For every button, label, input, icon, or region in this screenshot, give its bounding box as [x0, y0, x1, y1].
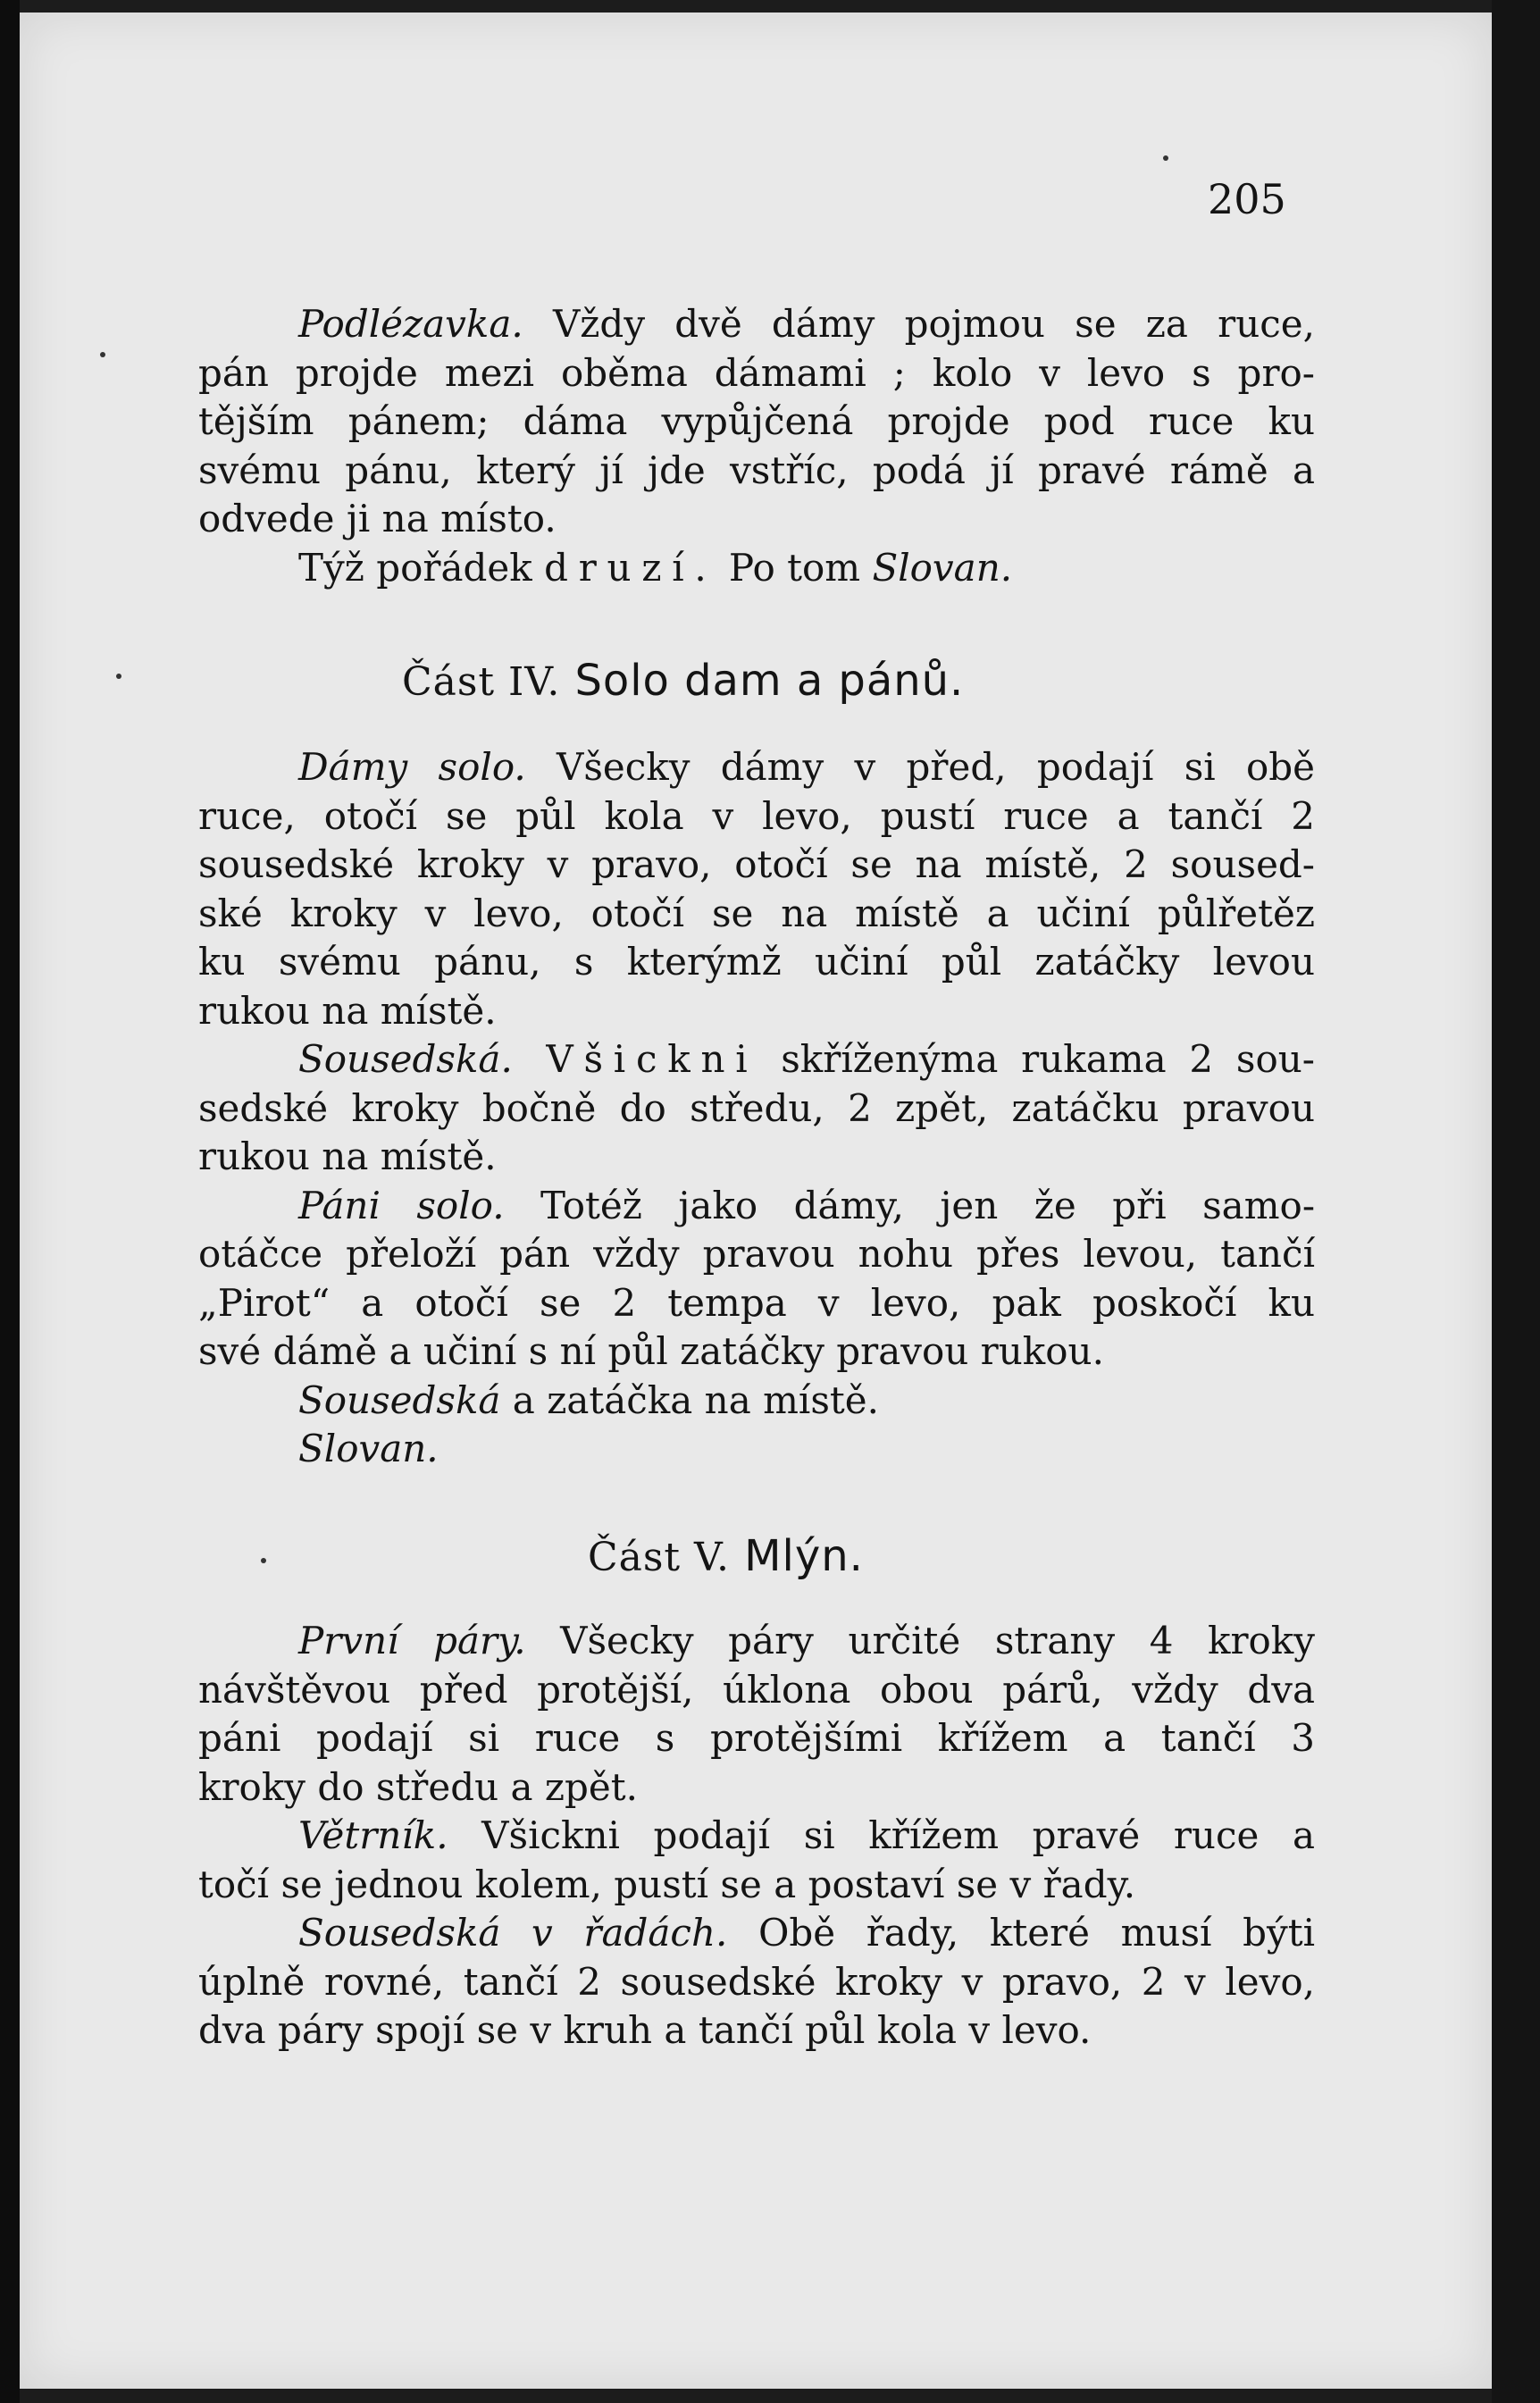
section-label: Část V. — [588, 1535, 730, 1580]
term-pani-solo: Páni solo. — [298, 1183, 505, 1227]
scan-right-edge — [1492, 0, 1540, 2403]
scan-speck — [261, 1558, 266, 1563]
text-line: kroky do středu a zpět. — [198, 1764, 639, 1809]
paragraph-solo — [198, 743, 1315, 1474]
scan-speck — [116, 674, 121, 679]
term-sousedska: Sousedská — [298, 1377, 501, 1422]
term-slovan: Slovan. — [872, 545, 1013, 590]
section-heading-iv — [402, 656, 964, 706]
text-line: Všickni podají si křížem pravé ruce a — [448, 1813, 1315, 1857]
text-line: Vždy dvě dámy pojmou se za ruce, — [523, 302, 1315, 346]
term-vetrnik: Větrník. — [298, 1813, 448, 1857]
text-line: Totéž jako dámy, jen že při samo- — [504, 1183, 1316, 1227]
scan-speck — [1163, 155, 1168, 161]
paragraph-mlyn — [198, 1617, 1315, 2056]
text-line: rukou na místě. — [198, 1135, 497, 1178]
text-line: skříženýma rukama 2 sou- — [757, 1037, 1315, 1081]
text-line: svému pánu, který jí jde vstříc, podá jí pravé rámě a — [198, 448, 1315, 492]
text-line: a zatáčka na místě. — [500, 1377, 879, 1422]
scan-speck — [100, 352, 105, 357]
text-line: otáčce přeloží pán vždy pravou nohu přes levou, tančí — [198, 1232, 1315, 1276]
section-heading-v — [588, 1531, 864, 1581]
term-sousedska-v-radach: Sousedská v řadách. — [298, 1911, 728, 1955]
text-line: točí se jednou kolem, pustí se a postaví se v řady. — [198, 1862, 1136, 1906]
text-line: návštěvou před protější, úklona obou párů, vždy dva — [198, 1667, 1315, 1712]
text-line: ské kroky v levo, otočí se na místě a učiní půlřetěz — [198, 891, 1315, 935]
text-line: Všecky páry určité strany 4 kroky — [525, 1619, 1315, 1662]
text-line: odvede ji na místo. — [198, 497, 557, 540]
page-number: 205 — [1208, 175, 1286, 223]
term-sousedska: Sousedská. — [298, 1037, 513, 1081]
term-podlezavka: Podlézavka. — [298, 302, 523, 346]
text-line: rukou na místě. — [198, 988, 497, 1033]
section-label: Část IV. — [402, 659, 561, 705]
text-line: Všecky dámy v před, podají si obě — [525, 745, 1315, 789]
paragraph-podlezavka — [198, 300, 1315, 592]
text-line: tějším pánem; dáma vypůjčená projde pod ruce ku — [198, 399, 1315, 443]
text-line: dva páry spojí se v kruh a tančí půl kola v levo. — [198, 2008, 1092, 2052]
text-line: úplně rovné, tančí 2 sousedské kroky v pravo, 2 v levo, — [198, 1959, 1315, 2004]
text-line: ku svému pánu, s kterýmž učiní půl zatáčky levou — [198, 940, 1315, 984]
text-line: páni podají si ruce s protějšími křížem a tančí 3 — [198, 1716, 1315, 1760]
spaced-word: Všickni — [512, 1037, 758, 1081]
term-damy-solo: Dámy solo. — [298, 745, 526, 789]
text-line: své dámě a učiní s ní půl zatáčky pravou rukou. — [198, 1329, 1104, 1373]
section-title: Mlýn. — [729, 1531, 864, 1581]
text-line: ruce, otočí se půl kola v levo, pustí ruce a tančí 2 — [198, 793, 1315, 838]
text-line: „Pirot“ a otočí se 2 tempa v levo, pak poskočí ku — [198, 1280, 1315, 1325]
spaced-word: druzí. — [544, 545, 717, 590]
text-line: Po tom — [716, 545, 873, 590]
section-title: Solo dam a pánů. — [560, 656, 965, 706]
text-line: Obě řady, které musí býti — [727, 1911, 1316, 1955]
term-prvni-pary: První páry. — [298, 1619, 526, 1662]
text-line: sousedské kroky v pravo, otočí se na místě, 2 soused- — [198, 842, 1315, 886]
text-line: pán projde mezi oběma dámami ; kolo v levo s pro- — [198, 350, 1315, 395]
book-page — [20, 13, 1492, 2389]
text-line: sedské kroky bočně do středu, 2 zpět, zatáčku pravou — [198, 1085, 1315, 1130]
term-slovan: Slovan. — [298, 1427, 439, 1470]
text-line: Týž pořádek — [298, 545, 545, 590]
scan-left-edge — [0, 0, 20, 2403]
